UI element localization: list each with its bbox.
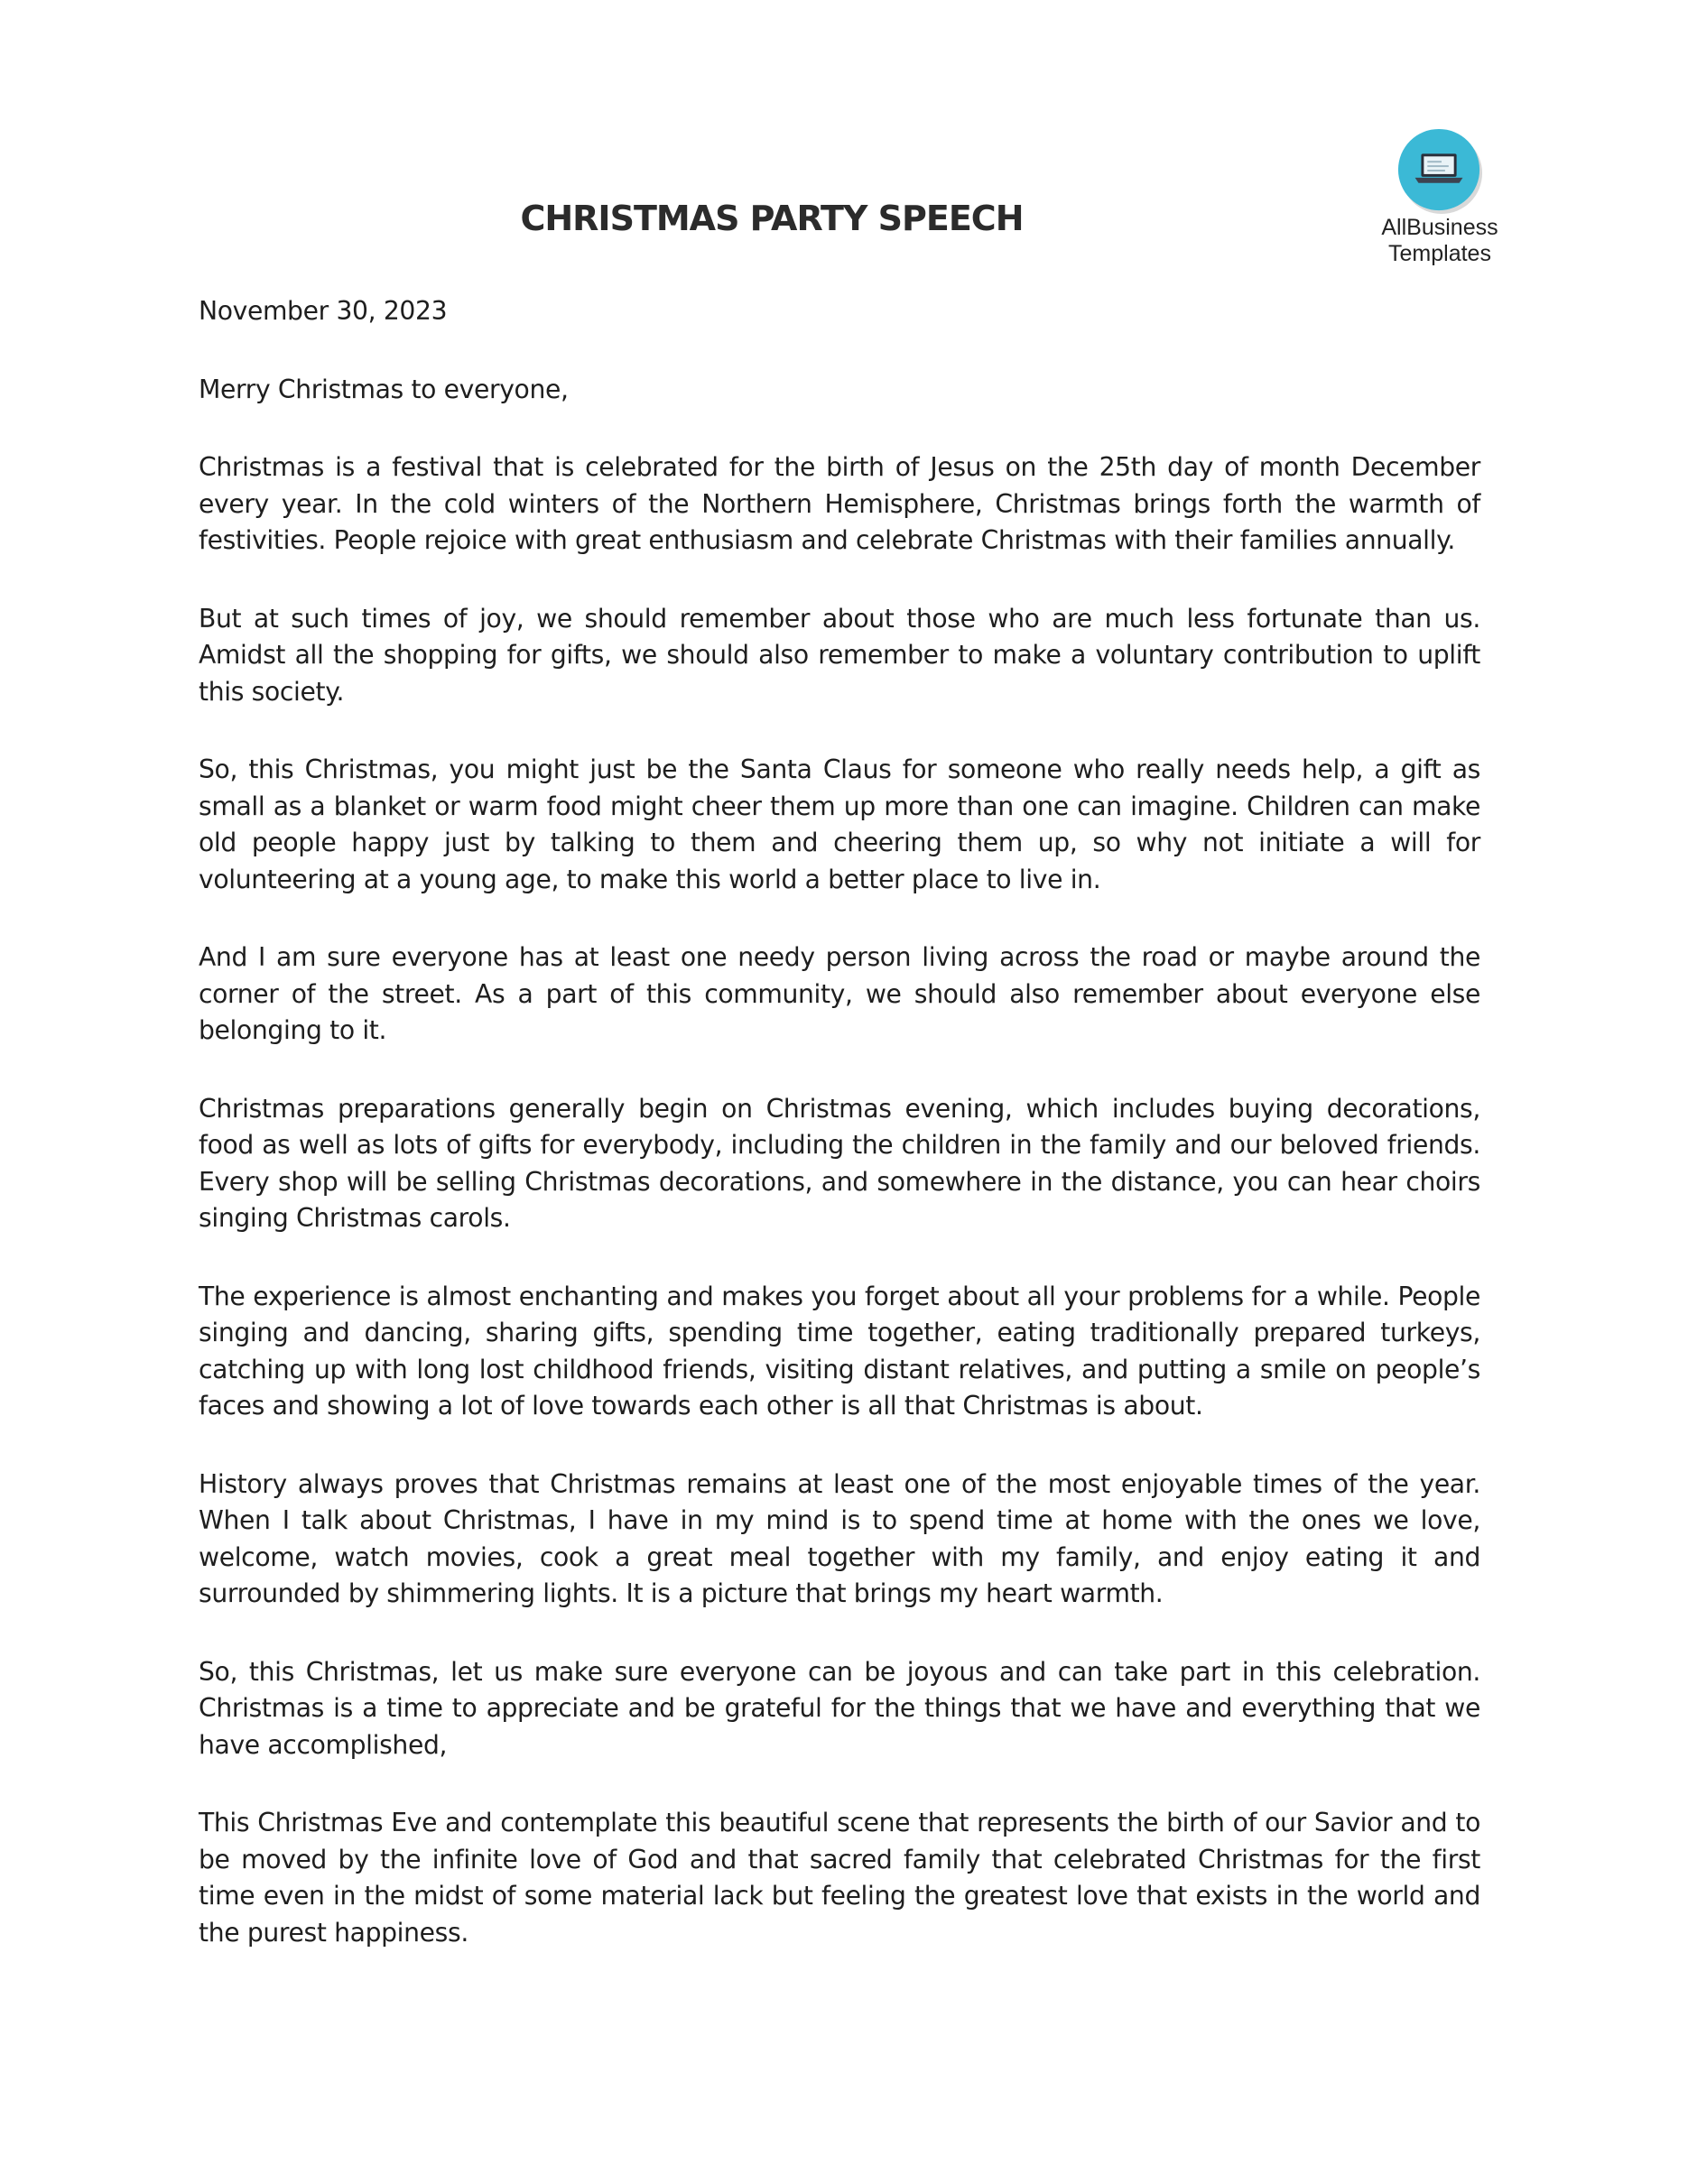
logo-text-line-2: Templates: [1388, 241, 1491, 266]
paragraph: History always proves that Christmas remains at least one of the most enjoyable times of the year. When I talk about Christmas, I have in my mind is to spend time at home with the ones we love, welcome, watch movies, cook a great meal together with my family, and enjoy eating it and surrounded by shimmering lights. It is a picture that brings my heart warmth.: [199, 1468, 1480, 1608]
document-body: [199, 293, 1480, 1993]
allbusiness-templates-logo: [1359, 126, 1521, 267]
paragraph: So, this Christmas, you might just be the Santa Claus for someone who really needs help, a gift as small as a blanket or warm food might cheer them up more than one can imagine. Children can make old people happy just by talking to them and cheering them up, so why not initiate a will for volunteering at a young age, to make this world a better place to live in.: [199, 754, 1480, 894]
paragraph: Christmas is a festival that is celebrated for the birth of Jesus on the 25th day of month December every year. In the cold winters of the Northern Hemisphere, Christmas brings forth the warmth of festivities. People rejoice with great enthusiasm and celebrate Christmas with their families annually.: [199, 452, 1480, 555]
paragraph: But at such times of joy, we should remember about those who are much less fortunate than us. Amidst all the shopping for gifts, we should also remember to make a voluntary contribution to uplift this society.: [199, 603, 1480, 707]
document-title: CHRISTMAS PARTY SPEECH: [520, 199, 1024, 238]
paragraph: So, this Christmas, let us make sure everyone can be joyous and can take part in this celebration. Christmas is a time to appreciate and be grateful for the things that we have and everything that we have accomplished,: [199, 1656, 1480, 1760]
paragraph: This Christmas Eve and contemplate this beautiful scene that represents the birth of our Savior and to be moved by the infinite love of God and that sacred family that celebrated Christmas for the first time even in the midst of some material lack but feeling the greatest love that exists in the world and the purest happiness.: [199, 1808, 1480, 1948]
paragraph: And I am sure everyone has at least one needy person living across the road or maybe around the corner of the street. As a part of this community, we should also remember about everyone else belonging to it.: [199, 942, 1480, 1045]
paragraph: The experience is almost enchanting and makes you forget about all your problems for a while. People singing and dancing, sharing gifts, spending time together, eating traditionally prepared turkeys, catching up with long lost childhood friends, visiting distant relatives, and putting a smile on people’s faces and showing a lot of love towards each other is all that Christmas is about.: [199, 1281, 1480, 1421]
paragraph: Christmas preparations generally begin on Christmas evening, which includes buying decorations, food as well as lots of gifts for everybody, including the children in the family and our beloved friends. Every shop will be selling Christmas decorations, and somewhere in the distance, you can hear choirs singing Christmas carols.: [199, 1093, 1480, 1233]
greeting: Merry Christmas to everyone,: [199, 374, 569, 404]
logo-text-line-1: AllBusiness: [1381, 215, 1498, 240]
document-date: November 30, 2023: [199, 296, 448, 326]
